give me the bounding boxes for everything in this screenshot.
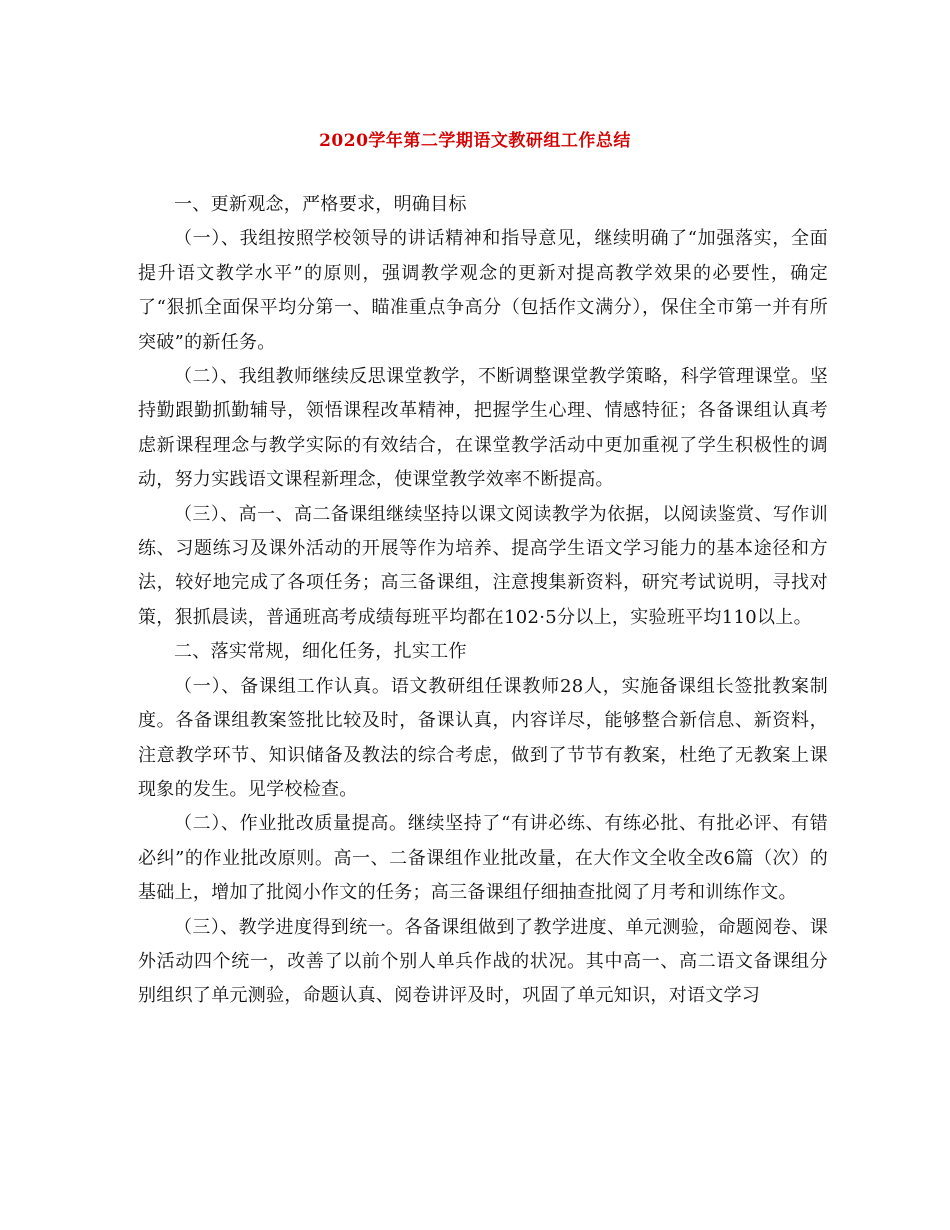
document-title: 2020学年第二学期语文教研组工作总结 — [319, 131, 631, 151]
paragraph-1-2: （二）、我组教师继续反思课堂教学，不断调整课堂教学策略，科学管理课堂。坚持勤跟勤抓勤辅导，领悟课程改革精神，把握学生心理、情感特征；各备课组认真考虑新课程理念与教学实际的有效结合，在课堂教学活动中更加重视了学生积极性的调动，努力实践语文课程新理念，使课堂教学效率不断提高。 — [138, 366, 828, 491]
paragraph-2-3: （三）、教学进度得到统一。各备课组做到了教学进度、单元测验，命题阅卷、课外活动四个统一，改善了以前个别人单兵作战的状况。其中高一、高二语文备课组分别组织了单元测验，命题认真、阅卷讲评及时，巩固了单元知识，对语文学习 — [138, 916, 828, 1007]
paragraph-1-1: （一）、我组按照学校领导的讲话精神和指导意见，继续明确了“加强落实，全面提升语文教学水平”的原则，强调教学观念的更新对提高教学效果的必要性，确定了“狠抓全面保平均分第一、瞄准重点争高分（包括作文满分），保住全市第一并有所突破”的新任务。 — [138, 228, 828, 353]
paragraph-1-3: （三）、高一、高二备课组继续坚持以课文阅读教学为依据，以阅读鉴赏、写作训练、习题练习及课外活动的开展等作为培养、提高学生语文学习能力的基本途径和方法，较好地完成了各项任务；高三备课组，注意搜集新资料，研究考试说明，寻找对策，狠抓晨读，普通班高考成绩每班平均都在102·5分以上，实验班平均110以上。 — [138, 503, 828, 628]
section-heading-1: 一、更新观念，严格要求，明确目标 — [174, 194, 467, 215]
paragraph-2-1: （一）、备课组工作认真。语文教研组任课教师28人，实施备课组长签批教案制度。各备课组教案签批比较及时，备课认真，内容详尽，能够整合新信息、新资料，注意教学环节、知识储备及教法的综合考虑，做到了节节有教案，杜绝了无教案上课现象的发生。见学校检查。 — [138, 675, 828, 800]
document-body — [138, 188, 828, 1014]
paragraph-2-2: （二）、作业批改质量提高。继续坚持了“有讲必练、有练必批、有批必评、有错必纠”的作业批改原则。高一、二备课组作业批改量，在大作文全收全改6篇（次）的基础上，增加了批阅小作文的任务；高三备课组仔细抽查批阅了月考和训练作文。 — [138, 813, 828, 904]
section-heading-2: 二、落实常规，细化任务，扎实工作 — [174, 641, 467, 663]
